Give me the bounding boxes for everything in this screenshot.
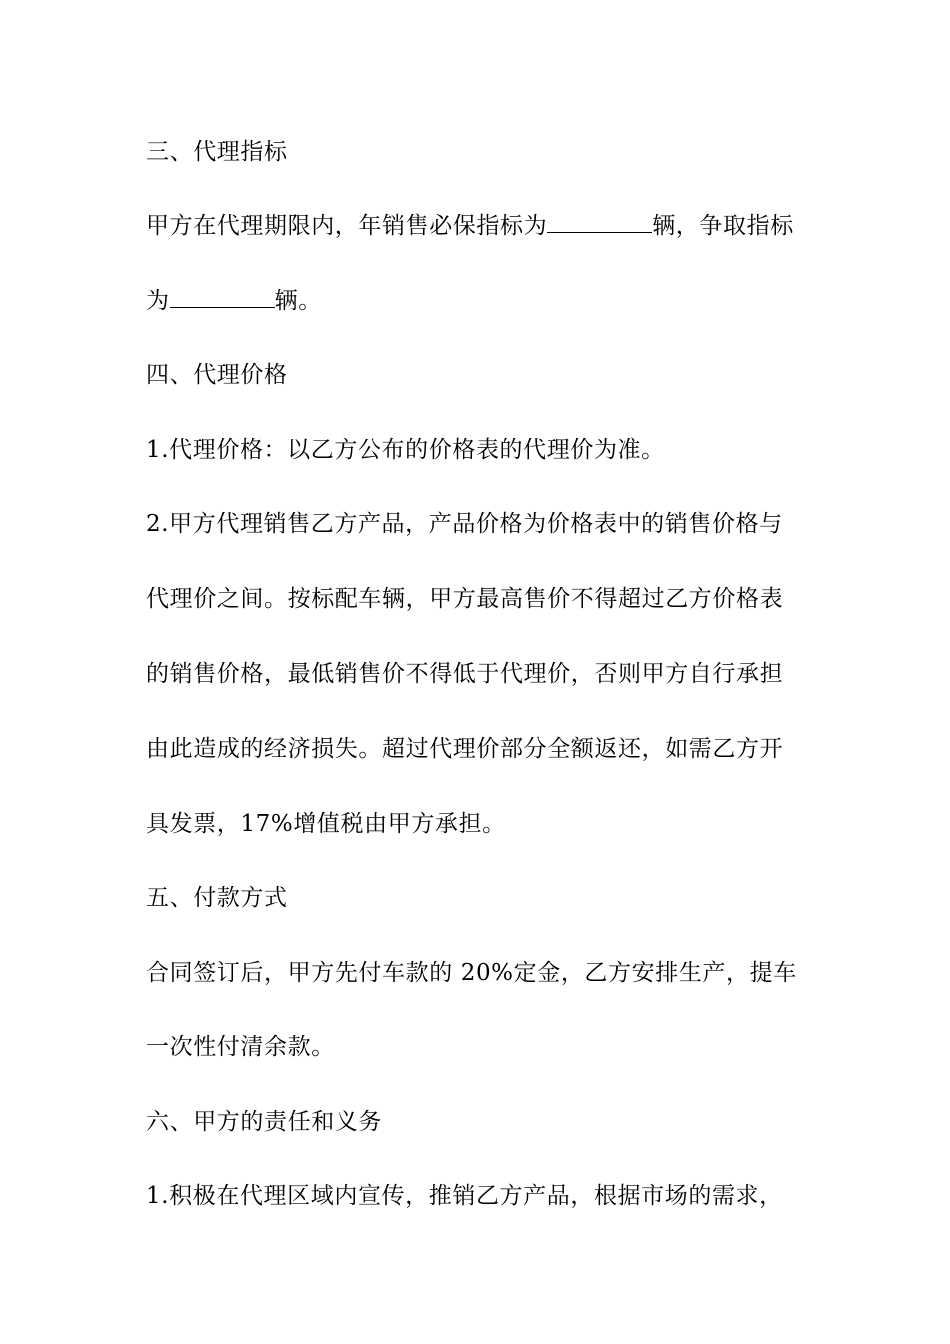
section-heading-6 [146, 1106, 826, 1138]
text-segment: 的销售价格，最低销售价不得低于代理价，否则甲方自行承担 [146, 661, 784, 687]
paragraph-line [146, 1180, 826, 1212]
heading-text: 五、付款方式 [146, 885, 288, 911]
text-segment: 1.积极在代理区域内宣传，推销乙方产品，根据市场的需求， [146, 1183, 783, 1209]
paragraph-line [146, 434, 826, 466]
fill-in-blank[interactable] [170, 285, 275, 308]
text-segment: 代理价之间。按标配车辆，甲方最高售价不得超过乙方价格表 [146, 586, 784, 612]
text-segment: 辆，争取指标 [652, 213, 794, 239]
text-segment: 具发票，17%增值税由甲方承担。 [146, 811, 506, 837]
paragraph-line [146, 583, 826, 615]
text-segment: 合同签订后，甲方先付车款的 20%定金，乙方安排生产，提车 [146, 960, 797, 986]
paragraph-line [146, 957, 826, 989]
paragraph-line [146, 508, 826, 540]
text-segment: 由此造成的经济损失。超过代理价部分全额返还，如需乙方开 [146, 736, 784, 762]
paragraph-line [146, 285, 826, 317]
text-segment: 2.甲方代理销售乙方产品，产品价格为价格表中的销售价格与 [146, 511, 783, 537]
heading-text: 三、代理指标 [146, 139, 288, 165]
text-segment: 1.代理价格：以乙方公布的价格表的代理价为准。 [146, 437, 665, 463]
heading-text: 四、代理价格 [146, 362, 288, 388]
text-segment: 为 [146, 288, 170, 314]
section-heading-3 [146, 136, 826, 168]
section-heading-4 [146, 359, 826, 391]
text-segment: 辆。 [274, 288, 322, 314]
section-heading-5 [146, 882, 826, 914]
paragraph-line [146, 733, 826, 765]
paragraph-line [146, 808, 826, 840]
heading-text: 六、甲方的责任和义务 [146, 1109, 382, 1135]
fill-in-blank[interactable] [547, 210, 652, 233]
text-segment: 甲方在代理期限内，年销售必保指标为 [146, 213, 548, 239]
paragraph-line [146, 658, 826, 690]
paragraph-line [146, 210, 826, 242]
paragraph-line [146, 1031, 826, 1063]
text-segment: 一次性付清余款。 [146, 1034, 335, 1060]
